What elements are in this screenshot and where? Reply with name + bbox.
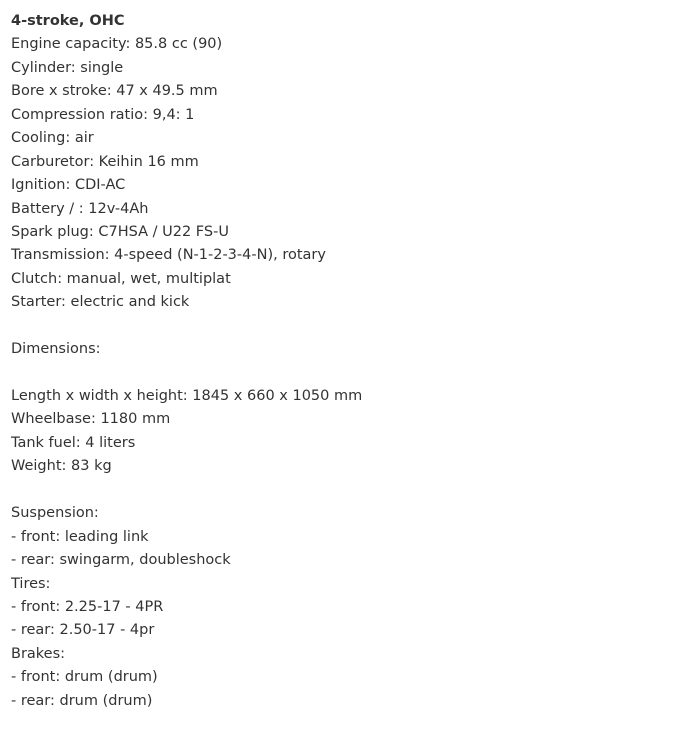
- dimensions-heading: Dimensions:: [11, 341, 101, 358]
- spec-line-overall-size: Length x width x height: 1845 x 660 x 1050 mm: [11, 388, 363, 404]
- spec-line-brakes-rear: - rear: drum (drum): [11, 692, 153, 709]
- spec-line-wheelbase: Wheelbase: 1180 mm: [11, 411, 171, 428]
- spec-line-brakes-front: - front: drum (drum): [11, 669, 158, 686]
- tires-label: Tires:: [11, 575, 51, 592]
- spec-line-cooling: Cooling: air: [11, 130, 94, 147]
- spec-sheet: [11, 10, 671, 713]
- spacer: [11, 362, 671, 385]
- spec-line-battery: Battery / : 12v-4Ah: [11, 200, 149, 217]
- spec-line-cylinder: Cylinder: single: [11, 59, 124, 76]
- spec-line-carburetor: Carburetor: Keihin 16 mm: [11, 153, 199, 170]
- spec-line-spark-plug: Spark plug: C7HSA / U22 FS-U: [11, 223, 229, 240]
- spec-line-transmission: Transmission: 4-speed (N-1-2-3-4-N), rotary: [11, 247, 326, 264]
- spacer: [11, 315, 671, 338]
- spec-line-tank-fuel: Tank fuel: 4 liters: [11, 434, 136, 451]
- spec-line-engine-capacity: Engine capacity: 85.8 cc (90): [11, 36, 223, 53]
- spec-line-suspension-front: - front: leading link: [11, 528, 149, 545]
- engine-heading: 4-stroke, OHC: [11, 13, 125, 29]
- brakes-label: Brakes:: [11, 645, 66, 662]
- spec-line-bore-stroke: Bore x stroke: 47 x 49.5 mm: [11, 83, 218, 100]
- spec-line-weight: Weight: 83 kg: [11, 458, 112, 475]
- spec-line-clutch: Clutch: manual, wet, multiplat: [11, 270, 231, 287]
- spec-line-compression-ratio: Compression ratio: 9,4: 1: [11, 106, 195, 123]
- spacer: [11, 479, 671, 502]
- spec-line-tires-front: - front: 2.25-17 - 4PR: [11, 598, 164, 615]
- suspension-label: Suspension:: [11, 505, 99, 522]
- spec-line-starter: Starter: electric and kick: [11, 294, 190, 311]
- spec-line-ignition: Ignition: CDI-AC: [11, 177, 126, 194]
- spec-line-tires-rear: - rear: 2.50-17 - 4pr: [11, 622, 155, 639]
- spec-line-suspension-rear: - rear: swingarm, doubleshock: [11, 552, 231, 569]
